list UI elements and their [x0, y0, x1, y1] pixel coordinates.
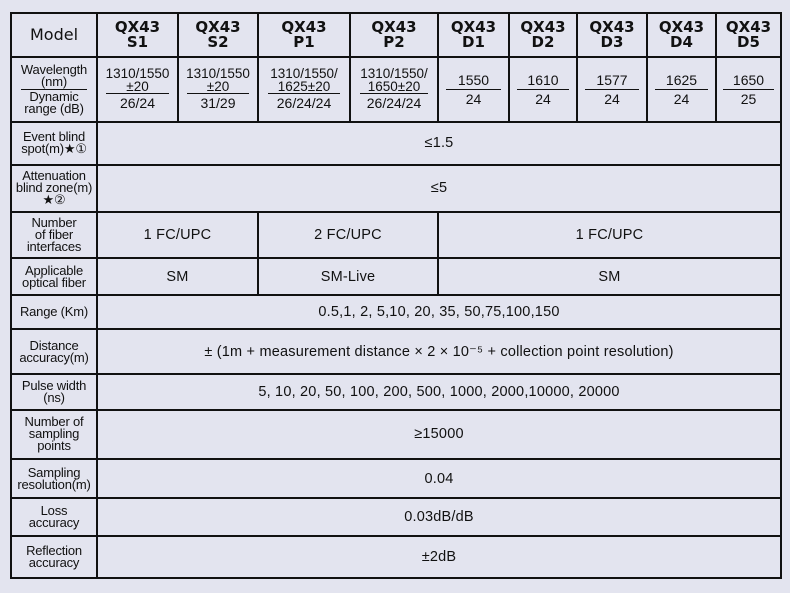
loss-value: 0.03dB/dB [97, 498, 781, 537]
wavelength-value: 1577 [596, 71, 628, 88]
label-line: Sampling [27, 464, 81, 480]
label-line: Pulse width [21, 377, 87, 393]
range-value: 0.5,1, 2, 5,10, 20, 35, 50,75,100,150 [97, 295, 781, 329]
sampling-res-row [11, 459, 781, 498]
optical-fiber-label [11, 258, 97, 295]
optical-fiber-value: SM [438, 258, 781, 295]
wavelength-cell [97, 57, 178, 122]
wavelength-value: 1610 [527, 71, 559, 88]
model-variant: D5 [737, 32, 760, 51]
model-variant: P1 [293, 32, 315, 51]
model-cell [577, 13, 647, 57]
label-line: Range (Km) [19, 304, 89, 320]
model-cell [647, 13, 716, 57]
distance-value: ± (1m + measurement distance × 2 × 10⁻⁵ + collection point resolution) [97, 329, 781, 374]
label-line: sampling [28, 426, 80, 442]
model-variant: P2 [383, 32, 405, 51]
label-line: Dynamic [29, 88, 79, 104]
pulse-label [11, 374, 97, 410]
model-variant: D2 [531, 32, 555, 51]
wavelength-cell [178, 57, 258, 122]
pulse-value: 5, 10, 20, 50, 100, 200, 500, 1000, 2000,10000, 20000 [97, 374, 781, 410]
dynamic-range-value: 25 [740, 90, 757, 107]
dynamic-range-value: 26/24 [119, 95, 156, 112]
model-name: QX43 [281, 17, 327, 36]
label-line: accuracy [28, 555, 80, 571]
model-cell [438, 13, 509, 57]
label-line: accuracy(m) [19, 349, 89, 365]
label-line: points [37, 438, 71, 454]
sampling-points-row [11, 410, 781, 460]
label-line: ★② [42, 192, 66, 208]
sampling-res-label [11, 459, 97, 498]
model-variant: D3 [600, 32, 624, 51]
model-cell [178, 13, 258, 57]
optical-fiber-row [11, 258, 781, 295]
wavelength-cell [509, 57, 577, 122]
wavelength-value: 1310/1550 [186, 66, 250, 82]
loss-row [11, 498, 781, 537]
wavelength-value: ±20 [126, 79, 149, 95]
wavelength-cell [350, 57, 438, 122]
model-name: QX43 [450, 17, 497, 36]
sampling-res-value: 0.04 [97, 459, 781, 498]
label-line: Number [31, 215, 77, 231]
loss-label [11, 498, 97, 537]
wavelength-value: 1310/1550/ [360, 66, 428, 82]
wavelength-cell [577, 57, 647, 122]
wavelength-cell [716, 57, 781, 122]
label-line: optical fiber [22, 274, 86, 290]
label-line: range (dB) [24, 100, 84, 116]
label-line: Distance [29, 337, 79, 353]
sampling-points-label [11, 410, 97, 460]
fiber-interfaces-value: 1 FC/UPC [438, 212, 781, 259]
label-line: Loss [40, 503, 68, 519]
wavelength-value: 1550 [457, 71, 490, 88]
sampling-points-value: ≥15000 [97, 410, 781, 460]
wavelength-cell [258, 57, 350, 122]
model-cell [716, 13, 781, 57]
range-label [11, 295, 97, 329]
model-name: QX43 [520, 17, 566, 36]
divider [723, 89, 773, 90]
fiber-interfaces-value: 2 FC/UPC [258, 212, 438, 259]
reflection-label [11, 536, 97, 578]
label-line: Attenuation [22, 168, 86, 184]
fiber-interfaces-value: 1 FC/UPC [97, 212, 258, 259]
reflection-row [11, 536, 781, 578]
wavelength-value: 1310/1550/ [270, 66, 338, 82]
fiber-interfaces-row [11, 212, 781, 259]
label-line: interfaces [26, 239, 82, 255]
dynamic-range-value: 24 [604, 90, 620, 107]
dynamic-range-value: 26/24/24 [366, 95, 422, 112]
event-blind-label [11, 122, 97, 166]
label-line: resolution(m) [17, 476, 91, 492]
label-line: (nm) [41, 73, 67, 89]
model-cell [97, 13, 178, 57]
label-line: spot(m)★① [21, 141, 87, 157]
divider [446, 89, 501, 90]
atten-blind-label [11, 165, 97, 212]
label-line: Wavelength [20, 61, 88, 77]
distance-row [11, 329, 781, 374]
model-name: QX43 [658, 17, 705, 36]
model-name: QX43 [725, 17, 772, 36]
wavelength-value: 1650±20 [367, 79, 421, 95]
label-line: Number of [24, 414, 84, 430]
spec-table [10, 12, 782, 579]
fiber-interfaces-label [11, 212, 97, 259]
wavelength-cell [438, 57, 509, 122]
model-cell [350, 13, 438, 57]
dynamic-range-value: 24 [673, 90, 690, 107]
dynamic-range-value: 31/29 [200, 95, 236, 112]
wavelength-label [11, 57, 97, 122]
distance-label [11, 329, 97, 374]
divider [517, 89, 570, 90]
model-cell [509, 13, 577, 57]
wavelength-value: 1650 [732, 71, 765, 88]
wavelength-value: 1625 [665, 71, 698, 88]
atten-blind-row [11, 165, 781, 212]
event-blind-value: ≤1.5 [97, 122, 781, 166]
divider [585, 89, 639, 90]
pulse-row [11, 374, 781, 410]
model-name: QX43 [371, 17, 417, 36]
wavelength-value: ±20 [206, 79, 230, 95]
label-line: Applicable [25, 262, 83, 278]
wavelength-cell [647, 57, 716, 122]
optical-fiber-value: SM-Live [258, 258, 438, 295]
divider [655, 89, 709, 90]
range-row [11, 295, 781, 329]
label-line: blind zone(m) [15, 180, 93, 196]
event-blind-row [11, 122, 781, 166]
wavelength-value: 1310/1550 [105, 66, 170, 82]
model-variant: S2 [207, 32, 229, 51]
wavelength-value: 1625±20 [277, 79, 331, 95]
model-row [11, 13, 781, 57]
optical-fiber-value: SM [97, 258, 258, 295]
model-name: QX43 [114, 17, 161, 36]
atten-blind-value: ≤5 [97, 165, 781, 212]
model-variant: D4 [670, 32, 693, 51]
label-line: of fiber [34, 227, 74, 243]
model-variant: D1 [462, 32, 485, 51]
model-variant: S1 [126, 32, 149, 51]
label-line: Event blind [22, 129, 86, 145]
label-line: (ns) [43, 389, 65, 405]
dynamic-range-value: 24 [535, 90, 551, 107]
model-label: Model [11, 13, 97, 57]
model-name: QX43 [589, 17, 635, 36]
label-line: Reflection [26, 543, 82, 559]
wavelength-row [11, 57, 781, 122]
model-name: QX43 [195, 17, 241, 36]
dynamic-range-value: 24 [465, 90, 482, 107]
model-cell [258, 13, 350, 57]
label-line: accuracy [28, 515, 80, 531]
reflection-value: ±2dB [97, 536, 781, 578]
dynamic-range-value: 26/24/24 [276, 95, 332, 112]
